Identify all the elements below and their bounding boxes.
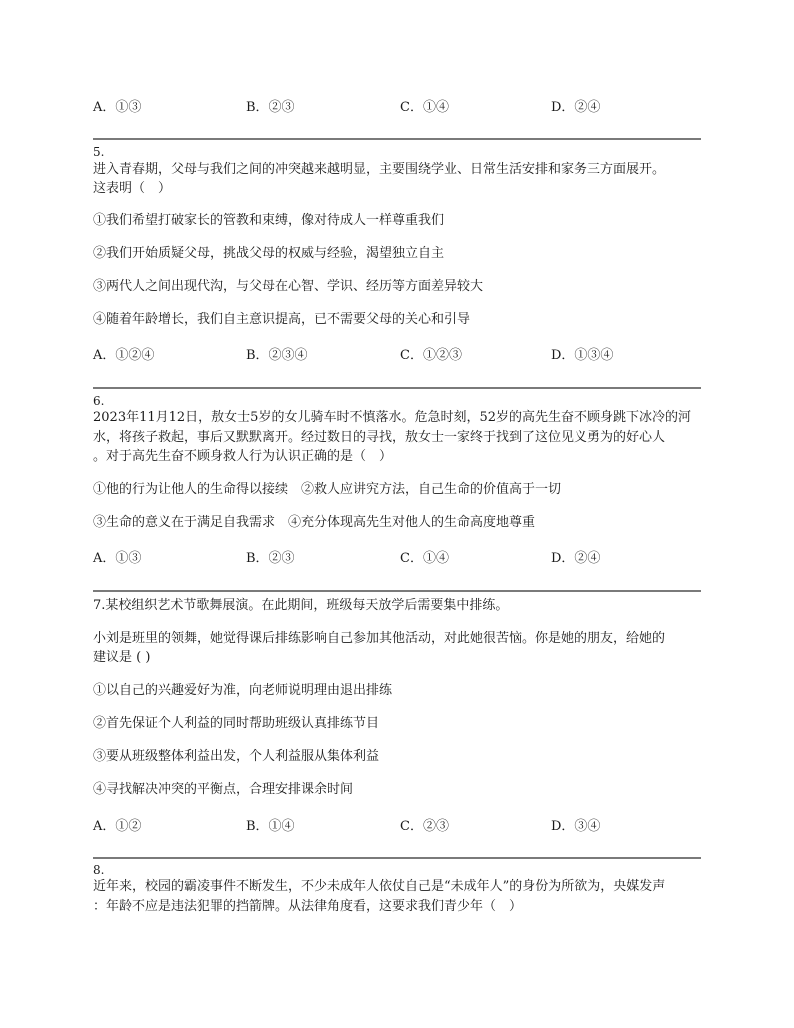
q7-stem: 7.某校组织艺术节歌舞展演。在此期间，班级每天放学后需要集中排练。 xyxy=(93,598,509,613)
q6-stem-line-2: 水，将孩子救起，事后又默默离开。经过数日的寻找，敖女士一家终于找到了这位见义勇为的好心人 xyxy=(93,430,666,445)
q4-option-b[interactable]: B．②③ xyxy=(246,100,295,115)
q5-item-3: ③两代人之间出现代沟，与父母在心智、学识、经历等方面差异较大 xyxy=(93,279,484,294)
q5-option-c[interactable]: C．①②③ xyxy=(400,348,462,363)
q6-option-a[interactable]: A．①③ xyxy=(93,551,142,566)
q7-item-1: ①以自己的兴趣爱好为准，向老师说明理由退出排练 xyxy=(93,683,393,698)
q7-item-3: ③要从班级整体利益出发，个人利益服从集体利益 xyxy=(93,749,380,764)
q6-option-d[interactable]: D．②④ xyxy=(551,551,601,566)
q7-options xyxy=(93,815,713,835)
q5-option-a[interactable]: A．①②④ xyxy=(93,348,155,363)
q4-option-c[interactable]: C．①④ xyxy=(400,100,449,115)
q8-number: 8. xyxy=(93,863,105,877)
q5-item-2: ②我们开始质疑父母，挑战父母的权威与经验，渴望独立自主 xyxy=(93,246,445,261)
q5-option-b[interactable]: B．②③④ xyxy=(246,348,308,363)
q6-number: 6. xyxy=(93,394,105,408)
q7-option-c[interactable]: C．②③ xyxy=(400,819,449,834)
q6-item-1: ①他的行为让他人的生命得以接续 ②救人应讲究方法，自己生命的价值高于一切 xyxy=(93,482,562,497)
q7-option-b[interactable]: B．①④ xyxy=(246,819,295,834)
divider xyxy=(93,857,701,859)
q6-options xyxy=(93,547,713,567)
q7-item-4: ④寻找解决冲突的平衡点，合理安排课余时间 xyxy=(93,782,354,797)
q5-stem-line-1: 进入青春期，父母与我们之间的冲突越来越明显，主要围绕学业、日常生活安排和家务三方面展开。 xyxy=(93,162,666,177)
q8-stem-line-1: 近年来，校园的霸凌事件不断发生，不少未成年人依仗自己是“未成年人”的身份为所欲为，央媒发声 xyxy=(93,879,666,894)
q6-option-c[interactable]: C．①④ xyxy=(400,551,449,566)
q4-option-d[interactable]: D．②④ xyxy=(551,100,601,115)
q7-item-2: ②首先保证个人利益的同时帮助班级认真排练节目 xyxy=(93,716,380,731)
q5-options xyxy=(93,344,713,364)
q5-item-1: ①我们希望打破家长的管教和束缚，像对待成人一样尊重我们 xyxy=(93,213,445,228)
q5-item-4: ④随着年龄增长，我们自主意识提高，已不需要父母的关心和引导 xyxy=(93,312,471,327)
divider xyxy=(93,590,701,592)
q5-stem-line-2: 这表明（ ） xyxy=(93,181,172,196)
q5-option-d[interactable]: D．①③④ xyxy=(551,348,614,363)
q4-option-a[interactable]: A．①③ xyxy=(93,100,142,115)
divider xyxy=(93,387,701,389)
q6-stem-line-3: 。对于高先生奋不顾身救人行为认识正确的是（ ） xyxy=(93,449,393,464)
q4-options xyxy=(93,96,713,116)
q7-scenario-line-2: 建议是 ( ) xyxy=(93,650,151,665)
q7-option-d[interactable]: D．③④ xyxy=(551,819,601,834)
q5-number: 5. xyxy=(93,145,105,159)
q6-stem-line-1: 2023年11月12日，敖女士5岁的女儿骑车时不慎落水。危急时刻，52岁的高先生奋不顾身跳下冰冷的河 xyxy=(93,410,691,425)
q6-item-2: ③生命的意义在于满足自我需求 ④充分体现高先生对他人的生命高度地尊重 xyxy=(93,515,536,530)
q8-stem-line-2: ：年龄不应是违法犯罪的挡箭牌。从法律角度看，这要求我们青少年（ ） xyxy=(93,899,523,914)
q7-scenario-line-1: 小刘是班里的领舞，她觉得课后排练影响自己参加其他活动，对此她很苦恼。你是她的朋友，给她的 xyxy=(93,631,666,646)
q7-option-a[interactable]: A．①② xyxy=(93,819,142,834)
q6-option-b[interactable]: B．②③ xyxy=(246,551,295,566)
divider xyxy=(93,138,701,140)
